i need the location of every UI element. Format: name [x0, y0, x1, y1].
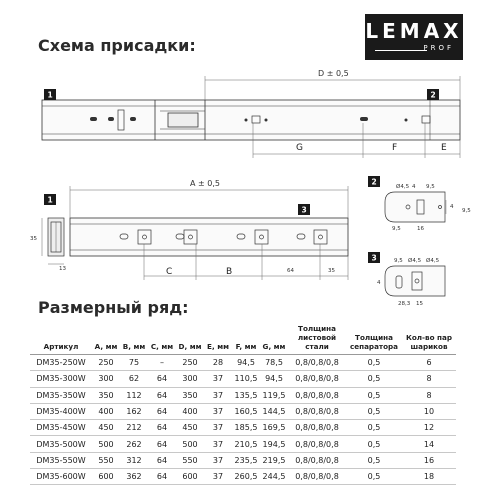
- table-cell: 350: [176, 387, 204, 403]
- table-cell: 64: [148, 452, 176, 468]
- col-f: F, мм: [232, 324, 260, 355]
- table-cell: 219,5: [260, 452, 288, 468]
- table-row: [30, 355, 456, 371]
- table-cell: 37: [204, 387, 232, 403]
- side-13: 13: [59, 266, 66, 272]
- table-cell: 28: [204, 355, 232, 371]
- logo-sub: PROF: [423, 44, 454, 52]
- dim-g: G: [296, 143, 303, 153]
- table-cell: 64: [148, 403, 176, 419]
- table-cell: 64: [148, 436, 176, 452]
- table-cell: 0,5: [346, 387, 402, 403]
- table-cell: 194,5: [260, 436, 288, 452]
- table-cell: 260,5: [232, 469, 260, 485]
- col-a: A, мм: [92, 324, 120, 355]
- table-cell: 0,8/0,8/0,8: [288, 387, 346, 403]
- table-cell: 212: [120, 420, 148, 436]
- table-cell: DM35-450W: [30, 420, 92, 436]
- detail3-badge-label: 3: [371, 253, 377, 263]
- table-cell: 244,5: [260, 469, 288, 485]
- table-cell: 119,5: [260, 387, 288, 403]
- d2-l0: Ø4,5: [396, 184, 410, 190]
- table-cell: 62: [120, 371, 148, 387]
- table-cell: 0,8/0,8/0,8: [288, 355, 346, 371]
- table-cell: 112: [120, 387, 148, 403]
- col-g: G, мм: [260, 324, 288, 355]
- table-cell: 37: [204, 452, 232, 468]
- table-cell: 0,8/0,8/0,8: [288, 403, 346, 419]
- table-cell: 0,5: [346, 469, 402, 485]
- dim-b: B: [226, 267, 233, 277]
- table-cell: 37: [204, 371, 232, 387]
- table-cell: 0,5: [346, 403, 402, 419]
- detail2-badge-label: 2: [371, 177, 377, 187]
- sizes-heading: Размерный ряд:: [38, 298, 189, 317]
- table-cell: 550: [176, 452, 204, 468]
- table-cell: 400: [92, 403, 120, 419]
- table-cell: 94,5: [260, 371, 288, 387]
- d2-l1: 4: [412, 184, 416, 190]
- table-cell: 162: [120, 403, 148, 419]
- table-cell: 210,5: [232, 436, 260, 452]
- d3-l1: Ø4,5: [408, 258, 422, 264]
- table-cell: 550: [92, 452, 120, 468]
- table-cell: 500: [176, 436, 204, 452]
- table-cell: 75: [120, 355, 148, 371]
- dim-c: C: [166, 267, 173, 277]
- table-cell: 0,5: [346, 420, 402, 436]
- d2-l6: 4: [450, 204, 454, 210]
- side-35: 35: [30, 236, 37, 242]
- d2-l5: 9,5: [462, 208, 471, 214]
- table-cell: 64: [148, 387, 176, 403]
- badge-1-label: 1: [47, 90, 53, 100]
- slide-closed: [70, 218, 348, 256]
- table-cell: 300: [176, 371, 204, 387]
- table-cell: 78,5: [260, 355, 288, 371]
- table-cell: 250: [92, 355, 120, 371]
- col-separator: Толщина сепаратора: [346, 324, 402, 355]
- table-cell: 6: [402, 355, 456, 371]
- col-balls: Кол-во пар шариков: [402, 324, 456, 355]
- table-body: [30, 355, 456, 485]
- slide-side-view: [42, 218, 64, 264]
- table-cell: 0,8/0,8/0,8: [288, 452, 346, 468]
- table-cell: 135,5: [232, 387, 260, 403]
- table-cell: 0,8/0,8/0,8: [288, 420, 346, 436]
- detail2-part: [385, 192, 446, 222]
- table-cell: 350: [92, 387, 120, 403]
- table-cell: 169,5: [260, 420, 288, 436]
- d3-l5: 15: [416, 301, 423, 307]
- table-cell: 450: [176, 420, 204, 436]
- table-cell: 16: [402, 452, 456, 468]
- dim-64: 64: [287, 268, 294, 274]
- table-cell: 14: [402, 436, 456, 452]
- dim-f: F: [392, 143, 398, 153]
- col-d: D, мм: [176, 324, 204, 355]
- table-cell: 37: [204, 420, 232, 436]
- table-cell: DM35-600W: [30, 469, 92, 485]
- table-cell: –: [148, 355, 176, 371]
- dim-a: A ± 0,5: [190, 179, 220, 188]
- table-row: [30, 469, 456, 485]
- table-cell: 160,5: [232, 403, 260, 419]
- dim-35: 35: [328, 268, 335, 274]
- d3-l2: Ø4,5: [426, 258, 440, 264]
- table-row: [30, 436, 456, 452]
- table-cell: 64: [148, 371, 176, 387]
- table-cell: DM35-300W: [30, 371, 92, 387]
- table-cell: 8: [402, 387, 456, 403]
- slide-extended: [42, 100, 460, 140]
- table-cell: 8: [402, 371, 456, 387]
- table-row: [30, 403, 456, 419]
- dim-e: E: [441, 143, 447, 153]
- table-cell: DM35-550W: [30, 452, 92, 468]
- table-cell: 362: [120, 469, 148, 485]
- table-cell: 37: [204, 403, 232, 419]
- detail3-part: [385, 266, 445, 296]
- d3-l0: 9,5: [394, 258, 403, 264]
- table-row: [30, 452, 456, 468]
- table-cell: DM35-250W: [30, 355, 92, 371]
- table-cell: 262: [120, 436, 148, 452]
- d2-l4: 16: [417, 226, 424, 232]
- table-cell: 37: [204, 436, 232, 452]
- table-cell: 500: [92, 436, 120, 452]
- table-row: [30, 420, 456, 436]
- badge-1b-label: 1: [47, 195, 53, 205]
- table-cell: 0,8/0,8/0,8: [288, 371, 346, 387]
- table-cell: 300: [92, 371, 120, 387]
- table-cell: 0,5: [346, 371, 402, 387]
- col-c: C, мм: [148, 324, 176, 355]
- table-cell: DM35-400W: [30, 403, 92, 419]
- table-cell: 450: [92, 420, 120, 436]
- table-cell: 250: [176, 355, 204, 371]
- col-article: Артикул: [30, 324, 92, 355]
- badge-2-label: 2: [430, 90, 436, 100]
- table-cell: 10: [402, 403, 456, 419]
- scheme-heading: Схема присадки:: [38, 36, 196, 55]
- table-cell: 600: [92, 469, 120, 485]
- table-cell: DM35-350W: [30, 387, 92, 403]
- table-cell: 94,5: [232, 355, 260, 371]
- col-steel: Толщина листовой стали: [288, 324, 346, 355]
- table-cell: 0,5: [346, 355, 402, 371]
- table-cell: 0,8/0,8/0,8: [288, 469, 346, 485]
- d2-l2: 9,5: [426, 184, 435, 190]
- logo-word: LEMAX: [365, 19, 463, 43]
- table-cell: 64: [148, 469, 176, 485]
- table-cell: 0,5: [346, 436, 402, 452]
- table-cell: 64: [148, 420, 176, 436]
- d2-l3: 9,5: [392, 226, 401, 232]
- size-table: [30, 324, 456, 485]
- table-cell: 0,5: [346, 452, 402, 468]
- table-cell: 18: [402, 469, 456, 485]
- table-row: [30, 371, 456, 387]
- dim-d: D ± 0,5: [318, 69, 349, 78]
- table-cell: DM35-500W: [30, 436, 92, 452]
- table-cell: 185,5: [232, 420, 260, 436]
- badge-3-label: 3: [301, 205, 307, 215]
- table-cell: 37: [204, 469, 232, 485]
- table-cell: 144,5: [260, 403, 288, 419]
- d3-l3: 4: [377, 280, 381, 286]
- table-cell: 0,8/0,8/0,8: [288, 436, 346, 452]
- d3-l4: 28,3: [398, 301, 411, 307]
- col-b: B, мм: [120, 324, 148, 355]
- col-e: E, мм: [204, 324, 232, 355]
- table-cell: 235,5: [232, 452, 260, 468]
- table-cell: 110,5: [232, 371, 260, 387]
- table-header-row: [30, 324, 456, 355]
- table-row: [30, 387, 456, 403]
- table-cell: 600: [176, 469, 204, 485]
- table-cell: 312: [120, 452, 148, 468]
- table-cell: 12: [402, 420, 456, 436]
- table-cell: 400: [176, 403, 204, 419]
